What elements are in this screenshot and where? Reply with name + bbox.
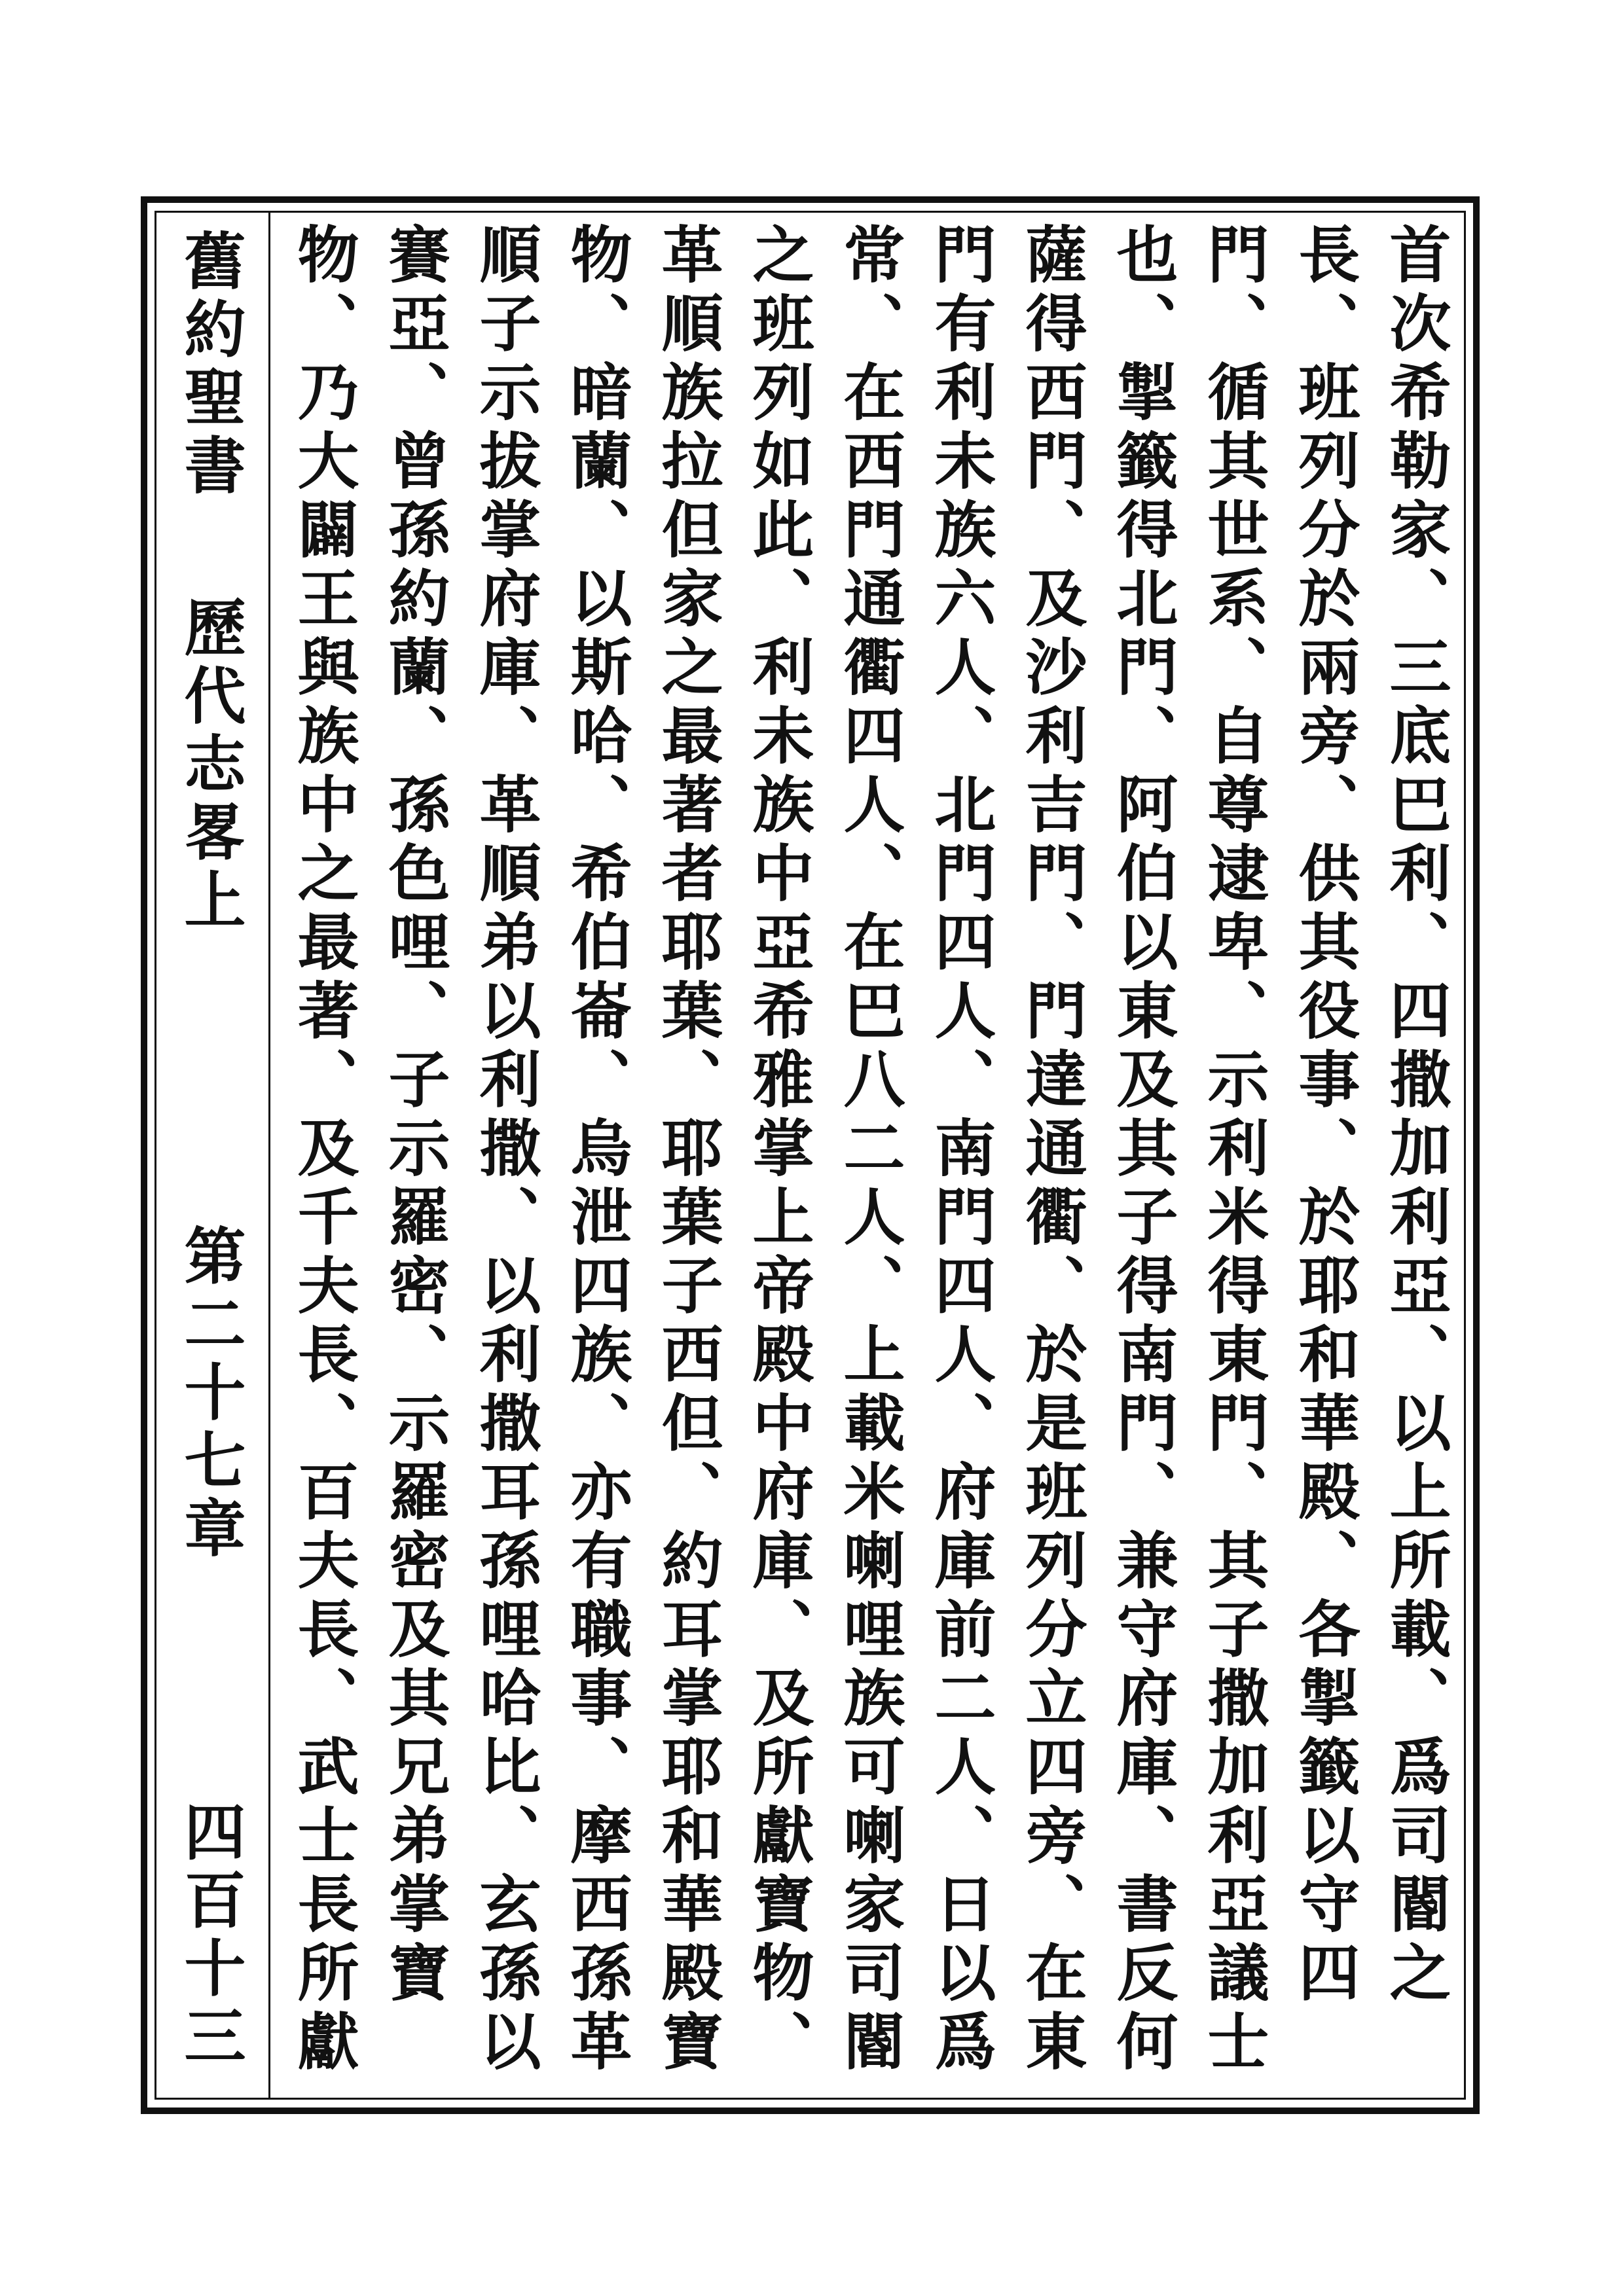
paragraph-chapter-26-end: 首次希勒家、三底巴利、四撒加利亞、以上所載、爲司閽之長、班列分於兩旁、供其役事、於耶和華殿、各掣籤以守四門、循其世系、自尊逮卑、示利米得東門、其子撒加利亞議士也、掣籤得北門、阿伯以東及其子得南門、兼守府庫、書反何薩得西門、及沙利吉門、門達通衢、於是班列分立四旁、在東門有利未族六人、北門四人、南門四人、府庫前二人、日以爲常、在西門通衢四人、在巴八二人、上載米喇哩族可喇家司閽之班列如此、利未族中亞希雅掌上帝殿中府庫、及所獻寶物、革順族拉但家之最著者耶葉、耶葉子西但、約耳掌耶和華殿寶物、暗蘭、以斯哈、希伯崙、烏泄四族、亦有職事、摩西孫革順子示拔掌府庫、革順弟以利撒、以利撒耳孫哩哈比、玄孫以賽亞、曾孫約蘭、孫色哩、子示羅密、示羅密及其兄弟掌寶物、乃大闢王與族中之最著、及千夫長、百夫長、武士長所獻 (287, 223, 1451, 2078)
header-divider (268, 211, 270, 2100)
running-header (162, 216, 261, 2094)
body-text (282, 223, 1460, 2088)
chapter-title: 第二十七章 (173, 1224, 246, 1564)
book-title: 舊約聖書 (173, 229, 246, 501)
page-number: 四百十三 (173, 1800, 246, 2072)
section-title: 歷代志畧上 (173, 596, 246, 936)
